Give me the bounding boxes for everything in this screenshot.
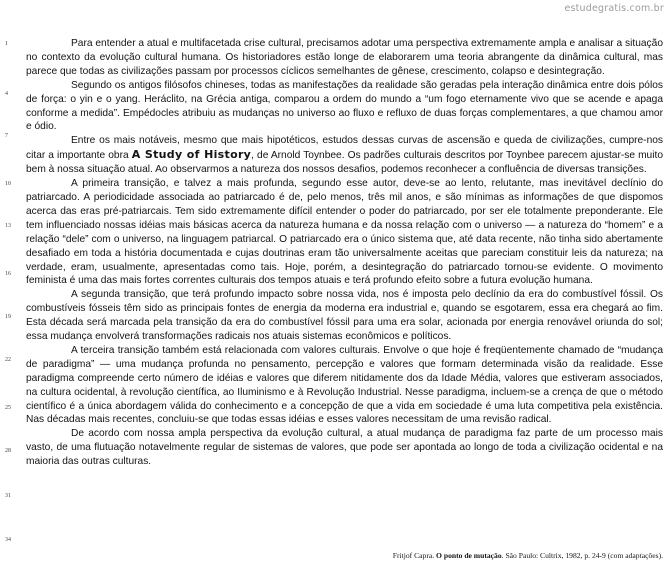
line-number: 4 [5, 91, 8, 97]
paragraph-text: Entre os mais notáveis, mesmo que mais hipotéticos, estudos dessas curvas de ascensão e queda de civilizações, cumpre-nos citar a importante obra [26, 135, 663, 162]
site-watermark: estudegratis.com.br [564, 3, 664, 14]
paragraph: A primeira transição, e talvez a mais profunda, segundo esse autor, deve-se ao lento, relutante, mas inevitável declínio do patriarcado. A periodicidade associada ao patriarcado é de, pelo menos, três mil anos, e são mínimas as informações de que dispomos acerca das eras pré-patriarcais. Tem sido extremamente difícil entender o poder do patriarcado, por ser ele totalmente preponderante. Ele tem influenciado nossas idéias mais básicas acerca da natureza humana e da nossa relação com o universo — a natureza do “homem” e a relação “dele” com o universo, na linguagem patriarcal. O patriarcado era o único sistema que, até data recente, não tinha sido abertamente desafiado em toda a história documentada e cujas doutrinas eram tão universalmente aceitas que pareciam constituir leis da natureza; na verdade, eram, usualmente, apresentadas como tais. Hoje, porém, a desintegração do patriarcado tornou-se evidente. O movimento feminista é uma das mais fortes correntes culturais dos tempos atuais e terá profundo efeito sobre a futura evolução humana. [26, 178, 663, 287]
paragraph: De acordo com nossa ampla perspectiva da evolução cultural, a atual mudança de paradigma faz parte de um processo mais vasto, de uma flutuação notavelmente regular de sistemas de valores, que pode ser apontada ao longo de toda a civilização ocidental e na maioria das outras culturas. [26, 428, 663, 468]
document-body [26, 37, 663, 469]
line-number: 28 [5, 448, 11, 454]
source-credit [393, 551, 663, 560]
credit-author: Fritjof Capra. [392, 551, 435, 560]
line-number: 16 [5, 271, 11, 277]
line-number: 34 [5, 537, 11, 543]
paragraph [26, 134, 663, 177]
paragraph-text: , de Arnold Toynbee. Os padrões culturais descritos por Toynbee parecem ajustar-se muito bem à nossa situação atual. Ao observarmos a natureza dos nossos desafios, podemos reconhecer a confluência de diversas transições. [26, 150, 663, 176]
credit-work: O ponto de mutação [436, 551, 502, 560]
line-number: 22 [5, 357, 11, 363]
paragraph: A segunda transição, que terá profundo impacto sobre nossa vida, nos é imposta pelo declínio da era do combustível fóssil. Os combustíveis fósseis têm sido as principais fontes de energia da moderna era industrial e, quando se esgotarem, essa era chegará ao fim. Esta década será marcada pela transição da era do combustível fóssil para uma era solar, acionada por energia renovável oriunda do sol; essa mudança envolverá transformações radicais nos atuais sistemas econômicos e políticos. [26, 289, 663, 343]
line-number: 19 [5, 314, 11, 320]
book-title: A Study of History [131, 148, 252, 162]
line-number: 1 [5, 41, 8, 47]
line-number: 10 [5, 181, 11, 187]
line-number: 7 [5, 133, 8, 139]
line-number: 25 [5, 405, 11, 411]
paragraph: A terceira transição também está relacionada com valores culturais. Envolve o que hoje é freqüentemente chamado de “mudança de paradigma” — uma mudança profunda no pensamento, percepção e valores que formam determinada visão da realidade. Esse paradigma compreende certo número de idéias e valores que diferem nitidamente dos da Idade Média, valores que estiveram associados, na cultura ocidental, à revolução científica, ao Iluminismo e à Revolução Industrial. Nesse paradigma, incluem-se a crença de que o método científico é a única abordagem válida do conhecimento e a concepção de que a vida em sociedade é uma luta competitiva pela existência. Nas décadas mais recentes, concluiu-se que todas essas idéias e esses valores necessitam de uma revisão radical. [26, 344, 663, 426]
line-number: 31 [5, 493, 11, 499]
paragraph: Para entender a atual e multifacetada crise cultural, precisamos adotar uma perspectiva extremamente ampla e analisar a situação no contexto da evolução cultural humana. Os historiadores estão longe de elaborarem uma teoria abrangente da dinâmica cultural, mas parece que todas as civilizações passam por processos cíclicos semelhantes de gênese, crescimento, colapso e desintegração. [26, 38, 663, 77]
credit-details: . São Paulo: Cultrix, 1982, p. 24-9 (com adaptações). [501, 551, 663, 560]
line-number: 13 [5, 223, 11, 229]
paragraph: Segundo os antigos filósofos chineses, todas as manifestações da realidade são geradas pela interação dinâmica entre dois pólos de força: o yin e o yang. Heráclito, na Grécia antiga, comparou a ordem do mundo a “um fogo eternamente vivo que se acende e apaga conforme a medida”. Empédocles atribuiu as mudanças no universo ao fluxo e refluxo de duas forças complementares, a que chamou amor e ódio. [26, 79, 663, 133]
